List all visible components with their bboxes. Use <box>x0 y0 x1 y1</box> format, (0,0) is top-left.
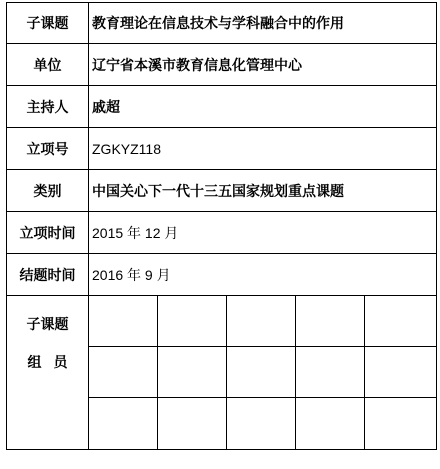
value-host: 戚超 <box>89 86 437 128</box>
members-label-line1: 子课题 <box>26 317 69 333</box>
member-cell <box>296 296 365 347</box>
label-end-date: 结题时间 <box>7 254 89 296</box>
label-unit: 单位 <box>7 44 89 86</box>
value-start-date: 2015 年 12 月 <box>89 212 437 254</box>
label-subproject: 子课题 <box>7 3 89 44</box>
label-host: 主持人 <box>7 86 89 128</box>
member-cell <box>365 296 437 347</box>
label-start-date: 立项时间 <box>7 212 89 254</box>
row-subproject <box>7 3 437 44</box>
members-label-line2: 组员 <box>27 355 80 371</box>
label-project-number: 立项号 <box>7 128 89 170</box>
member-cell <box>296 398 365 450</box>
members-row-1 <box>7 296 437 347</box>
row-start-date <box>7 212 437 254</box>
member-cell <box>227 347 296 398</box>
member-cell <box>227 296 296 347</box>
value-project-number: ZGKYZ118 <box>89 128 437 170</box>
value-end-date: 2016 年 9 月 <box>89 254 437 296</box>
row-unit <box>7 44 437 86</box>
member-cell <box>227 398 296 450</box>
label-category: 类别 <box>7 170 89 212</box>
value-unit: 辽宁省本溪市教育信息化管理中心 <box>89 44 437 86</box>
label-members <box>7 296 89 450</box>
member-cell <box>365 398 437 450</box>
value-subproject: 教育理论在信息技术与学科融合中的作用 <box>89 3 437 44</box>
row-project-number <box>7 128 437 170</box>
member-cell <box>89 347 158 398</box>
member-cell <box>296 347 365 398</box>
member-cell <box>158 296 227 347</box>
row-host <box>7 86 437 128</box>
member-cell <box>158 398 227 450</box>
member-cell <box>158 347 227 398</box>
member-cell <box>365 347 437 398</box>
member-cell <box>89 296 158 347</box>
project-info-table <box>6 2 437 450</box>
row-end-date <box>7 254 437 296</box>
row-category <box>7 170 437 212</box>
value-category: 中国关心下一代十三五国家规划重点课题 <box>89 170 437 212</box>
member-cell <box>89 398 158 450</box>
